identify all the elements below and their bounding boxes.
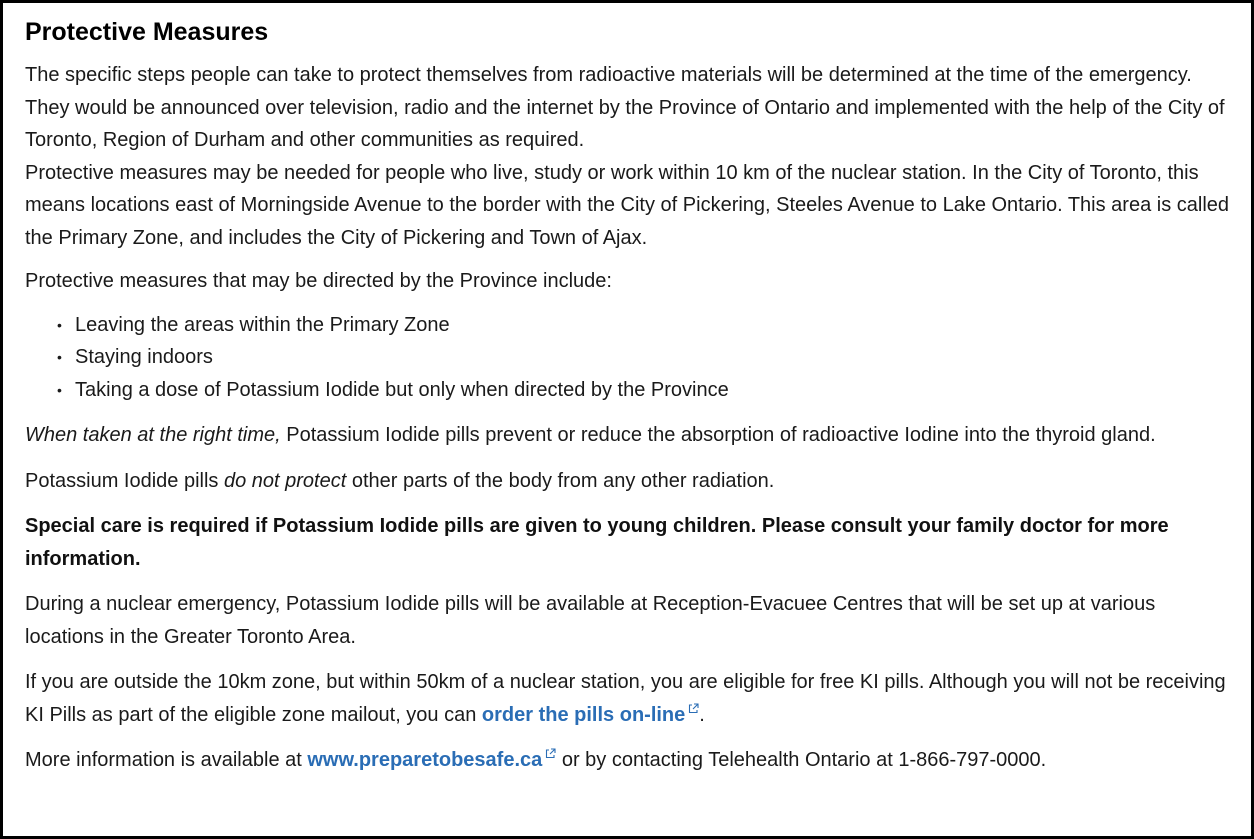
special-care-notice: Special care is required if Potassium Iodide pills are given to young children. Please consult your family doctor for more information. xyxy=(25,515,1169,570)
protect-text-after: other parts of the body from any other radiation. xyxy=(346,469,775,492)
more-info-paragraph xyxy=(25,744,1239,777)
list-item-text: Staying indoors xyxy=(75,346,213,368)
timing-text: Potassium Iodide pills prevent or reduce the absorption of radioactive Iodine into the thyroid gland. xyxy=(280,424,1156,446)
outside-zone-end: . xyxy=(699,703,705,726)
prepare-to-be-safe-link[interactable]: www.preparetobesafe.ca xyxy=(307,749,543,771)
availability-paragraph: During a nuclear emergency, Potassium Iodide pills will be available at Reception-Evacuee Centres that will be set up at various locations in the Greater Toronto Area. xyxy=(25,593,1156,648)
page-title: Protective Measures xyxy=(25,18,269,46)
more-info-text: More information is available at xyxy=(25,749,308,771)
outside-zone-paragraph xyxy=(25,666,1239,731)
bullet-icon: • xyxy=(57,381,62,398)
list-item xyxy=(55,341,1239,374)
measures-intro: Protective measures that may be directed by the Province include: xyxy=(25,270,612,292)
list-item xyxy=(55,309,1239,342)
order-pills-link[interactable]: order the pills on-line xyxy=(481,703,686,726)
bullet-icon: • xyxy=(57,316,62,333)
bullet-icon: • xyxy=(57,349,62,365)
list-item-text: Taking a dose of Potassium Iodide but only when directed by the Province xyxy=(75,378,729,401)
list-item-text: Leaving the areas within the Primary Zone xyxy=(75,313,450,336)
external-link-icon xyxy=(688,703,699,714)
external-link-icon xyxy=(545,748,556,759)
protect-text-before: Potassium Iodide pills xyxy=(25,469,224,492)
list-item xyxy=(55,374,1239,407)
outside-zone-text: If you are outside the 10km zone, but within 50km of a nuclear station, you are eligible for free KI pills. Although you will not be receiving KI Pills as part of the eligible zone mailout, you can xyxy=(25,671,1226,726)
more-info-end: or by contacting Telehealth Ontario at 1-866-797-0000. xyxy=(556,749,1047,771)
main-content xyxy=(25,15,1239,777)
timing-emphasis: When taken at the right time, xyxy=(25,424,281,446)
ki-protect-paragraph xyxy=(25,465,1239,498)
primary-zone-paragraph: Protective measures may be needed for people who live, study or work within 10 km of the nuclear station. In the City of Toronto, this means locations east of Morningside Avenue to the border with the City of Pickering, Steeles Avenue to Lake Ontario. This area is called the Primary Zone, and includes the City of Pickering and Town of Ajax. xyxy=(25,161,1230,249)
intro-paragraph: The specific steps people can take to protect themselves from radioactive materials will be determined at the time of the emergency. They would be announced over television, radio and the internet by the Province of Ontario and implemented with the help of the City of Toronto, Region of Durham and other communities as required. xyxy=(25,64,1225,151)
ki-timing-paragraph xyxy=(25,419,1239,452)
protect-emphasis: do not protect xyxy=(223,469,347,492)
measures-list xyxy=(25,309,1239,407)
